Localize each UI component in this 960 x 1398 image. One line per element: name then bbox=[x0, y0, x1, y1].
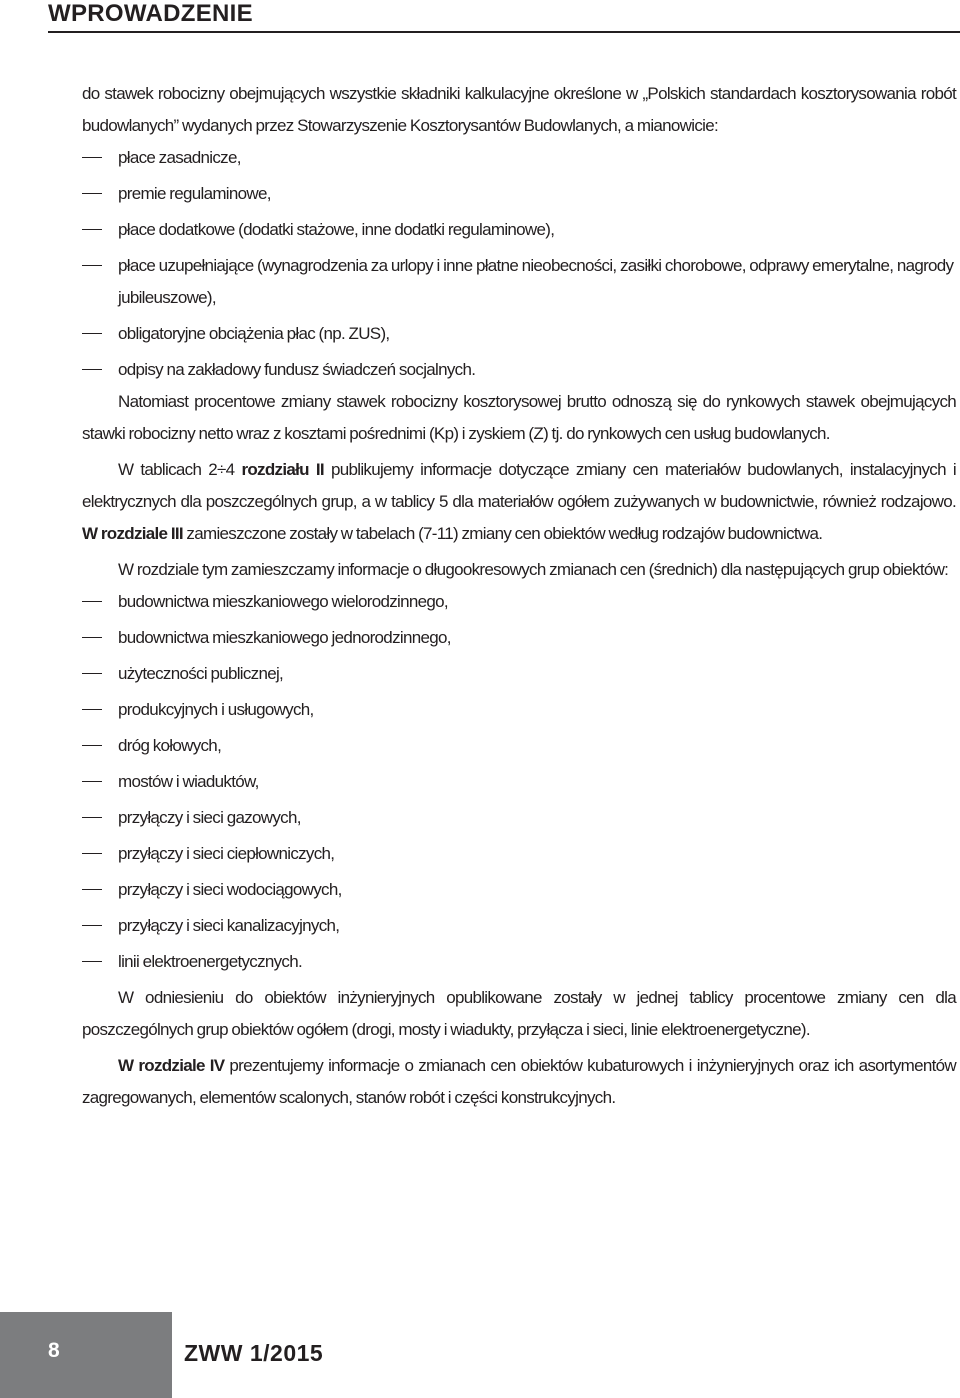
text-run: publikujemy informacje dotyczące zmiany cen materiałów budowlanych, instalacyjnych i elektrycznych dla poszczególnych grup, a w tablicy 5 dla materiałów ogółem zużywanych w budownictwie, również rodzajowo. bbox=[82, 460, 956, 511]
bold-chapter-ref: W rozdziale III bbox=[82, 524, 183, 543]
list-item-text: płace uzupełniające (wynagrodzenia za urlopy i inne płatne nieobecności, zasiłki chorobowe, odprawy emerytalne, nagrody jubileuszowe), bbox=[118, 256, 954, 307]
list-item bbox=[82, 622, 956, 654]
list-item bbox=[82, 354, 956, 386]
list-item-text: przyłączy i sieci gazowych, bbox=[118, 808, 301, 827]
dash-bullet-icon bbox=[82, 889, 102, 890]
list-item bbox=[82, 586, 956, 618]
dash-bullet-icon bbox=[82, 961, 102, 962]
list-item bbox=[82, 658, 956, 690]
dash-bullet-icon bbox=[82, 333, 102, 334]
dash-bullet-icon bbox=[82, 817, 102, 818]
list-item bbox=[82, 874, 956, 906]
list-item bbox=[82, 946, 956, 978]
list-item bbox=[82, 318, 956, 350]
dash-bullet-icon bbox=[82, 369, 102, 370]
list-item bbox=[82, 802, 956, 834]
paragraph-grupy: W rozdziale tym zamieszczamy informacje o długookresowych zmianach cen (średnich) dla następujących grup obiektów: bbox=[118, 560, 949, 579]
list-item-text: budownictwa mieszkaniowego wielorodzinnego, bbox=[118, 592, 448, 611]
paragraph-tablicach bbox=[82, 454, 956, 550]
list-item-text: użyteczności publicznej, bbox=[118, 664, 284, 683]
dash-bullet-icon bbox=[82, 193, 102, 194]
wage-components-list bbox=[82, 142, 956, 386]
dash-bullet-icon bbox=[82, 601, 102, 602]
list-item-text: obligatoryjne obciążenia płac (np. ZUS), bbox=[118, 324, 390, 343]
dash-bullet-icon bbox=[82, 853, 102, 854]
list-item-text: mostów i wiaduktów, bbox=[118, 772, 259, 791]
list-item-text: płace dodatkowe (dodatki stażowe, inne dodatki regulaminowe), bbox=[118, 220, 555, 239]
paragraph-rozdzial-iv bbox=[82, 1050, 956, 1114]
dash-bullet-icon bbox=[82, 781, 102, 782]
dash-bullet-icon bbox=[82, 157, 102, 158]
list-item-text: przyłączy i sieci kanalizacyjnych, bbox=[118, 916, 340, 935]
list-item-text: premie regulaminowe, bbox=[118, 184, 271, 203]
text-run: prezentujemy informacje o zmianach cen obiektów kubaturowych i inżynieryjnych oraz ich asortymentów zagregowanych, elementów scalonych, stanów robót i części konstrukcyjnych. bbox=[82, 1056, 956, 1107]
bold-chapter-ref: W rozdziale IV bbox=[118, 1056, 225, 1075]
dash-bullet-icon bbox=[82, 265, 102, 266]
list-item-text: przyłączy i sieci ciepłowniczych, bbox=[118, 844, 335, 863]
page-body bbox=[82, 78, 956, 1114]
list-item-text: płace zasadnicze, bbox=[118, 148, 241, 167]
paragraph-inzynieryjne: W odniesieniu do obiektów inżynieryjnych opublikowane zostały w jednej tablicy procentowe zmiany cen dla poszczególnych grup obiektów ogółem (drogi, mosty i wiadukty, przyłącza i sieci, linie elektroenergetyczne). bbox=[82, 988, 956, 1039]
list-item bbox=[82, 910, 956, 942]
list-item-text: budownictwa mieszkaniowego jednorodzinnego, bbox=[118, 628, 451, 647]
section-title: WPROWADZENIE bbox=[48, 0, 253, 27]
dash-bullet-icon bbox=[82, 637, 102, 638]
list-item bbox=[82, 178, 956, 210]
list-item bbox=[82, 766, 956, 798]
list-item bbox=[82, 214, 956, 246]
list-item bbox=[82, 142, 956, 174]
list-item bbox=[82, 730, 956, 762]
list-item-text: dróg kołowych, bbox=[118, 736, 222, 755]
bold-chapter-ref: rozdziału II bbox=[241, 460, 324, 479]
object-groups-list bbox=[82, 586, 956, 978]
list-item-text: linii elektroenergetycznych. bbox=[118, 952, 302, 971]
list-item bbox=[82, 250, 956, 314]
list-item bbox=[82, 838, 956, 870]
text-run: zamieszczone zostały w tabelach (7-11) zmiany cen obiektów według rodzajów budownictwa. bbox=[182, 524, 823, 543]
paragraph-natomiast: Natomiast procentowe zmiany stawek robocizny kosztorysowej brutto odnoszą się do rynkowych stawek obejmujących stawki robocizny netto wraz z kosztami pośrednimi (Kp) i zyskiem (Z) tj. do rynkowych cen usług budowlanych. bbox=[82, 392, 956, 443]
dash-bullet-icon bbox=[82, 709, 102, 710]
text-run: W tablicach 2÷4 bbox=[118, 460, 242, 479]
page-number: 8 bbox=[48, 1339, 60, 1362]
dash-bullet-icon bbox=[82, 673, 102, 674]
list-item-text: produkcyjnych i usługowych, bbox=[118, 700, 314, 719]
list-item-text: przyłączy i sieci wodociągowych, bbox=[118, 880, 342, 899]
list-item bbox=[82, 694, 956, 726]
journal-reference: ZWW 1/2015 bbox=[184, 1340, 324, 1366]
dash-bullet-icon bbox=[82, 745, 102, 746]
header-rule bbox=[48, 31, 960, 33]
list-item-text: odpisy na zakładowy fundusz świadczeń socjalnych. bbox=[118, 360, 476, 379]
page-number-box bbox=[0, 1312, 172, 1398]
dash-bullet-icon bbox=[82, 925, 102, 926]
intro-paragraph: do stawek robocizny obejmujących wszystkie składniki kalkulacyjne określone w „Polskich standardach kosztorysowania robót budowlanych” wydanych przez Stowarzyszenie Kosztorysantów Budowlanych, a mianowicie: bbox=[82, 84, 956, 135]
dash-bullet-icon bbox=[82, 229, 102, 230]
